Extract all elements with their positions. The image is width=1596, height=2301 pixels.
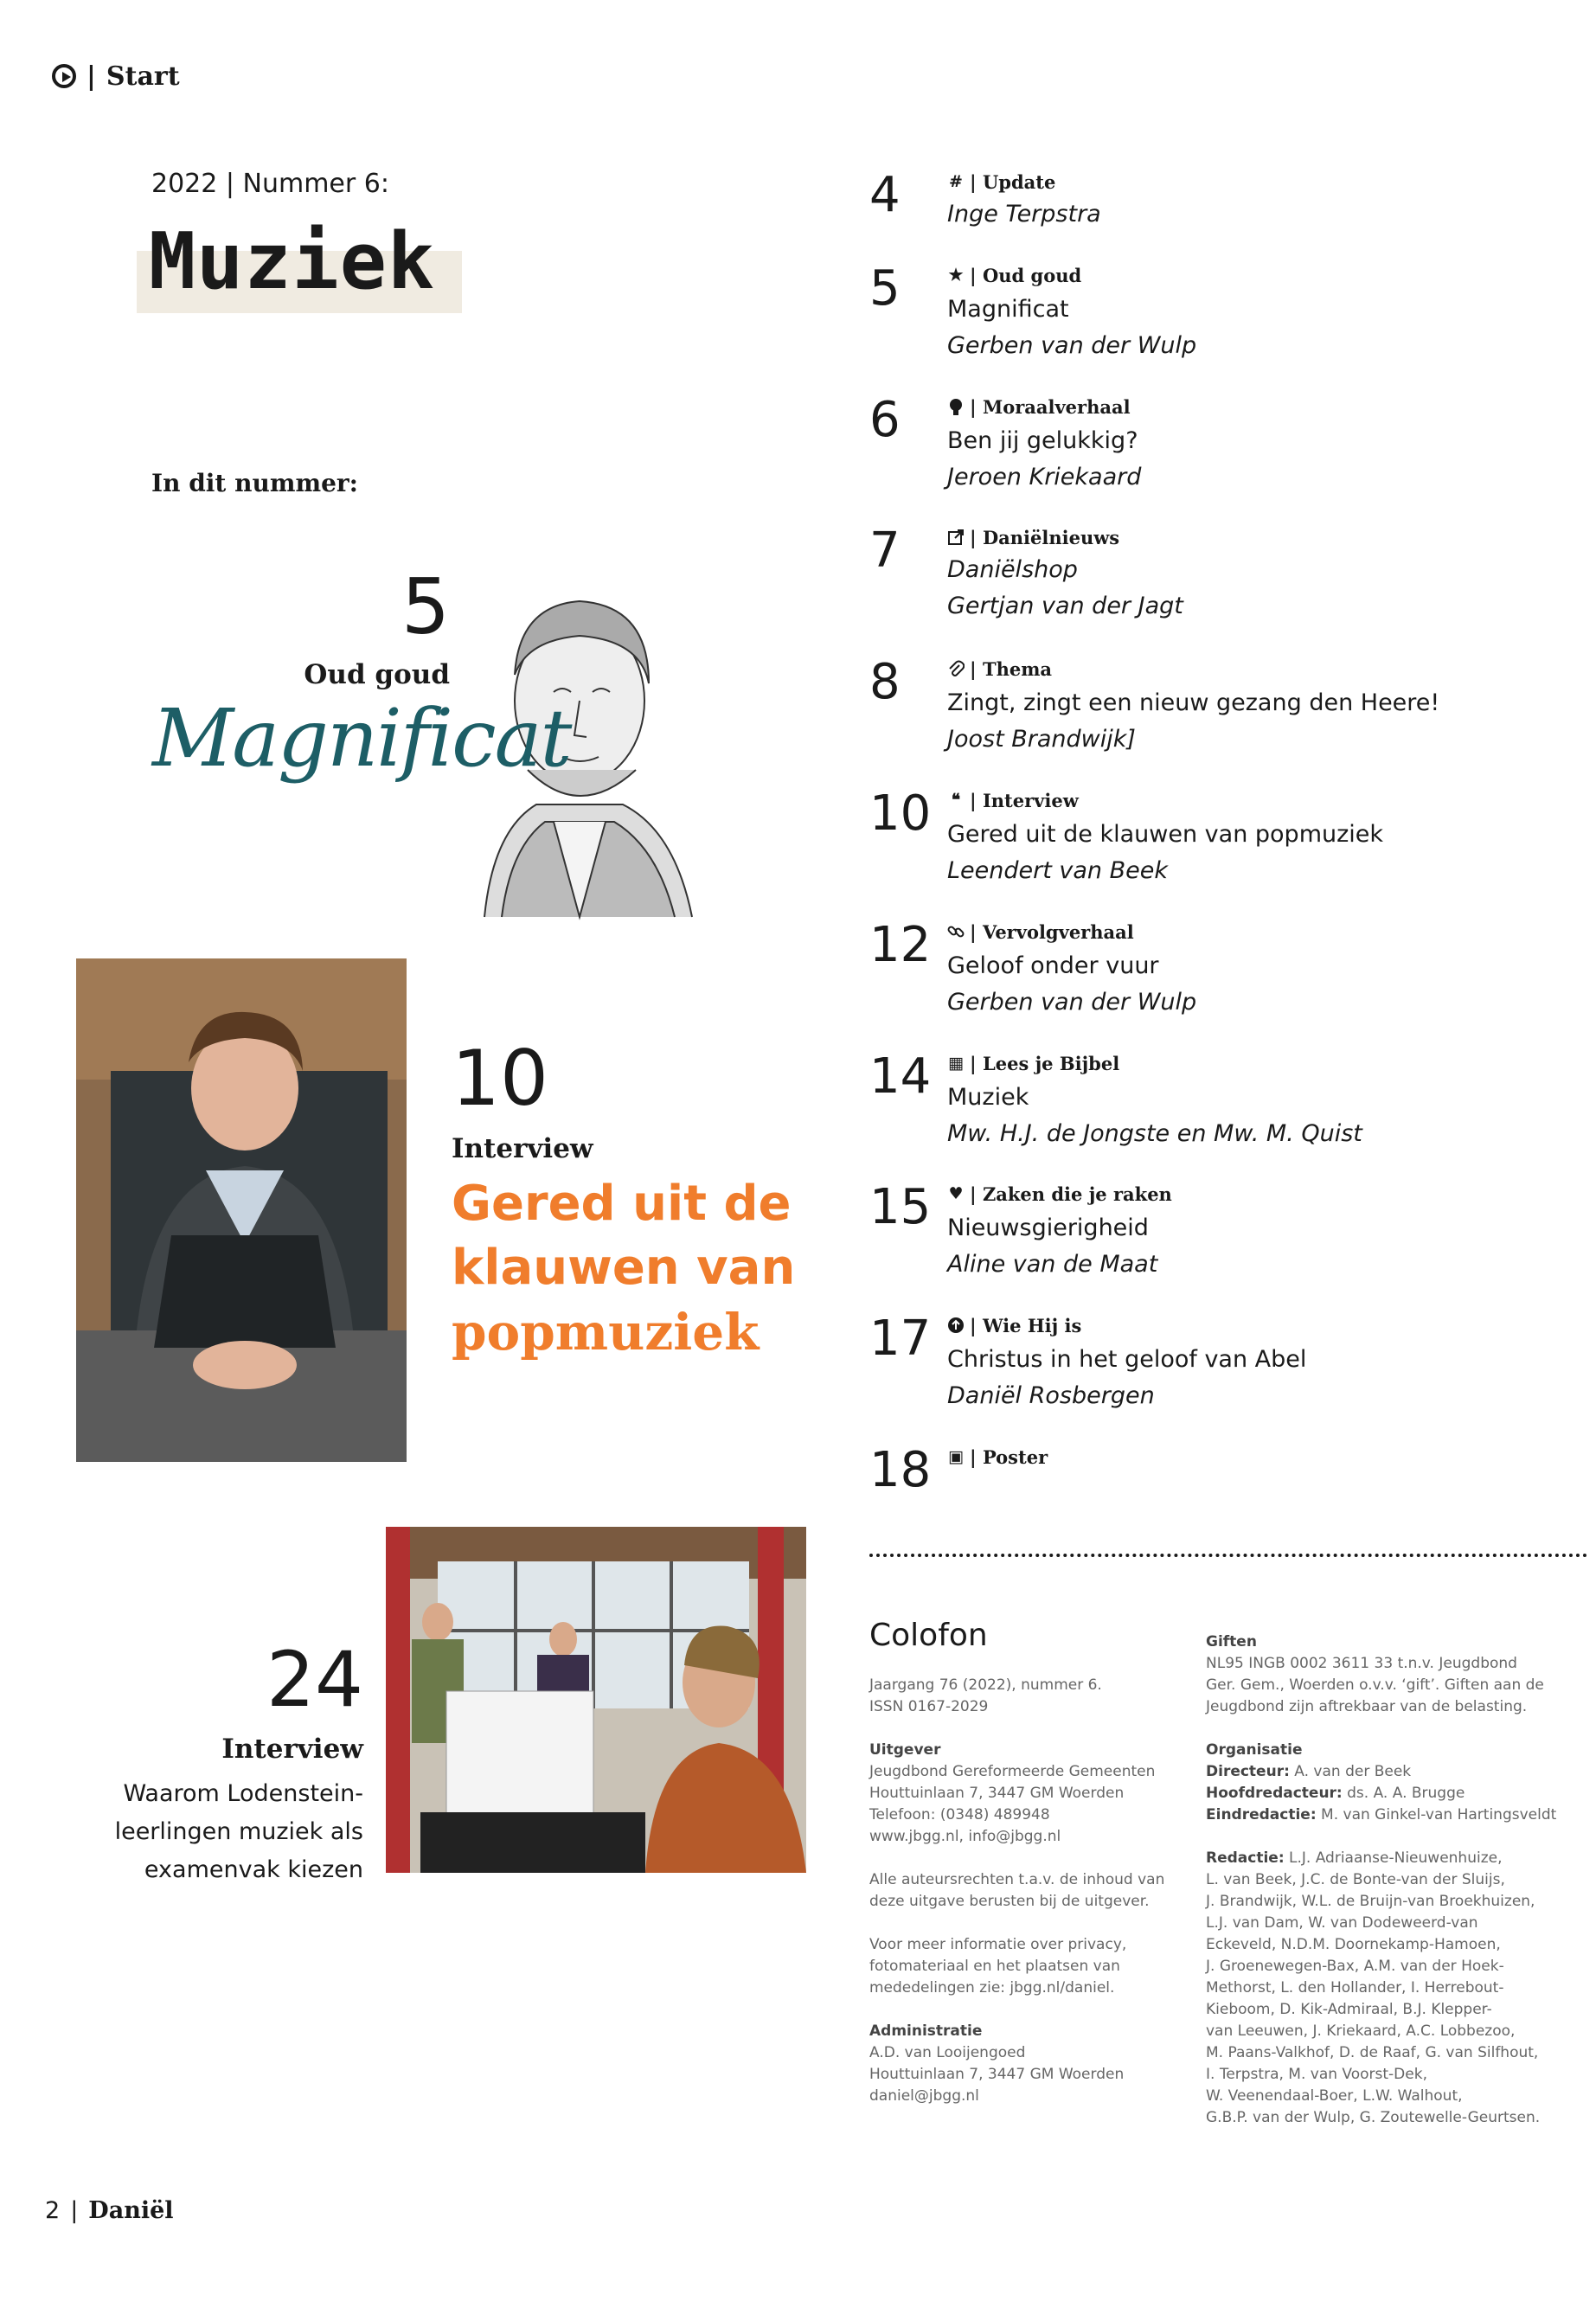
magazine-name: Daniël [88,2197,174,2224]
feature-5-category: Oud goud [304,659,450,690]
colofon-line: Houttuinlaan 7, 3447 GM Woerden [869,1785,1125,1802]
toc-author: Inge Terpstra [947,201,1101,228]
toc-title: Christus in het geloof van Abel [947,1346,1307,1373]
poster-icon: ▣ [948,1447,964,1466]
toc-page-number: 18 [869,1442,932,1498]
toc-author: Daniël Rosbergen [947,1382,1155,1409]
colofon-line: Voor meer informatie over privacy, [869,1936,1127,1953]
colofon-subheading: Giften [1206,1633,1257,1650]
colofon-line: www.jbgg.nl, info@jbgg.nl [869,1828,1061,1845]
feature-24-category: Interview [221,1734,363,1765]
arrow-up-circle-icon [947,1317,965,1334]
toc-page-number: 6 [869,392,901,448]
colofon-value: A. van der Beek [1289,1763,1412,1780]
footer-separator: | [70,2197,79,2224]
colofon-line [1206,1804,1586,1826]
toc-page-number: 15 [869,1179,932,1235]
feature-10-title-line: popmuziek [452,1303,760,1362]
page-footer [45,2197,174,2224]
toc-category: | Vervolgverhaal [970,920,1134,943]
colofon-line: J. Groenewegen-Bax, A.M. van der Hoek- [1206,1958,1504,1975]
quote-icon: ❝ [951,791,961,810]
section-header [52,57,180,95]
lightbulb-icon [947,398,965,415]
colofon-line: NL95 INGB 0002 3611 33 t.n.v. Jeugdbond [1206,1655,1517,1672]
toc-category: | Lees je Bijbel [970,1052,1120,1074]
colofon-line: Telefoon: (0348) 489948 [869,1806,1050,1823]
paperclip-icon [947,660,965,677]
bible-icon: ▦ [948,1054,964,1073]
toc-page-number: 4 [869,167,901,223]
dotted-divider [869,1554,1587,1557]
toc-title: Geloof onder vuur [947,952,1159,979]
colofon-line: fotomateriaal en het plaatsen van [869,1958,1120,1975]
page-number: 2 [45,2197,61,2224]
colofon-line: mededelingen zie: jbgg.nl/daniel. [869,1979,1115,1997]
toc-author: Gertjan van der Jagt [947,593,1183,619]
toc-page-number: 12 [869,917,932,973]
colofon-line: Jeugdbond Gereformeerde Gemeenten [869,1763,1156,1780]
interview-photo-man [76,958,407,1462]
feature-10-title [452,1172,798,1364]
colofon-label: Redactie: [1206,1849,1285,1867]
header-separator: | [87,61,96,92]
feature-10-page-number: 10 [452,1034,548,1123]
toc-author: Gerben van der Wulp [947,332,1197,359]
colofon-line: L.J. van Dam, W. van Dodeweerd-van [1206,1914,1478,1932]
colofon-subheading: Organisatie [1206,1741,1303,1759]
feature-5-page-number: 5 [401,562,450,651]
feature-10-title-line: Gered uit de [452,1176,792,1232]
colofon-line: Eckeveld, N.D.M. Doornekamp-Hamoen, [1206,1936,1501,1953]
colofon-line: deze uitgave berusten bij de uitgever. [869,1893,1150,1910]
star-icon: ★ [948,266,964,285]
colofon-line: Ger. Gem., Woerden o.v.v. ‘gift’. Giften aan de [1206,1676,1544,1694]
toc-page-number: 8 [869,654,901,710]
hash-icon: # [949,172,963,191]
toc-title: Muziek [947,1084,1029,1111]
colofon-line: Alle auteursrechten t.a.v. de inhoud van [869,1871,1165,1888]
section-label: Start [106,61,180,92]
heart-icon: ♥ [948,1184,964,1203]
toc-category: | Thema [970,657,1053,680]
toc-author: Gerben van der Wulp [947,989,1197,1016]
colofon-right-column [1206,1631,1586,2129]
toc-author: Joost Brandwijk] [947,726,1136,753]
colofon-line: Houttuinlaan 7, 3447 GM Woerden [869,2066,1125,2083]
toc-author: Leendert van Beek [947,857,1168,884]
toc-title: Magnificat [947,296,1069,323]
in-dit-nummer-label: In dit nummer: [151,469,358,497]
feature-24-description [104,1775,363,1889]
external-link-icon [947,529,965,546]
toc-page-number: 10 [869,785,932,842]
colofon-line: daniel@jbgg.nl [869,2087,979,2105]
colofon-value: M. van Ginkel-van Hartingsveldt [1316,1806,1557,1823]
colofon-line: van Leeuwen, J. Kriekaard, A.C. Lobbezoo, [1206,2022,1516,2040]
issue-title-block [137,216,462,313]
feature-24-page-number: 24 [266,1635,363,1724]
colofon-line [1206,1783,1586,1804]
issue-line: 2022 | Nummer 6: [151,169,389,199]
colofon-line: L. van Beek, J.C. de Bonte-van der Sluijs, [1206,1871,1505,1888]
toc-category: | Daniëlnieuws [970,526,1120,548]
colofon-line: W. Veenendaal-Boer, L.W. Walhout, [1206,2087,1463,2105]
toc-subtitle: Daniëlshop [947,556,1078,583]
toc-category: | Poster [970,1445,1048,1468]
colofon-line [1206,1761,1586,1783]
toc-category: | Wie Hij is [970,1314,1082,1336]
colofon-line [1206,1848,1586,1869]
toc-title: Zingt, zingt een nieuw gezang den Heere! [947,689,1440,716]
colofon-label: Eindredactie: [1206,1806,1317,1823]
colofon-line: ISSN 0167-2029 [869,1698,989,1715]
colofon-heading: Colofon [869,1618,988,1653]
colofon-left-column [869,1675,1181,2107]
colofon-line: Jeugdbond zijn aftrekbaar van de belasting. [1206,1698,1528,1715]
feature-24-description-line: leerlingen muziek als [114,1818,363,1845]
feature-10-category: Interview [452,1133,593,1164]
toc-page-number: 5 [869,260,901,317]
feature-10-title-line: klauwen van [452,1240,796,1296]
colofon-subheading: Administratie [869,2022,983,2040]
toc-page-number: 17 [869,1311,932,1367]
toc-title: Ben jij gelukkig? [947,427,1138,454]
toc-author: Aline van de Maat [947,1251,1158,1278]
toc-category: | Interview [970,789,1079,811]
colofon-line: Kieboom, D. Kik-Admiraal, B.J. Klepper- [1206,2001,1492,2018]
play-circle-icon [52,64,76,88]
toc-page-number: 7 [869,522,901,579]
feature-5-title: Magnificat [152,692,571,785]
toc-title: Nieuwsgierigheid [947,1215,1149,1241]
feature-24-description-line: examenvak kiezen [144,1856,363,1883]
toc-page-number: 14 [869,1048,932,1105]
toc-category: | Zaken die je raken [970,1183,1172,1205]
colofon-label: Hoofdredacteur: [1206,1785,1343,1802]
colofon-label: Directeur: [1206,1763,1290,1780]
toc-category: | Oud goud [970,264,1082,286]
colofon-line: A.D. van Looijengoed [869,2044,1026,2061]
link-icon [947,923,965,940]
colofon-line: Jaargang 76 (2022), nummer 6. [869,1676,1102,1694]
colofon-subheading: Uitgever [869,1741,941,1759]
toc-category: | Moraalverhaal [970,395,1131,418]
colofon-line: M. Paans-Valkhof, D. de Raaf, G. van Silfhout, [1206,2044,1539,2061]
toc-author: Jeroen Kriekaard [947,464,1142,490]
colofon-value: ds. A. A. Brugge [1342,1785,1465,1802]
toc-title: Gered uit de klauwen van popmuziek [947,821,1384,848]
colofon-line: G.B.P. van der Wulp, G. Zoutewelle-Geurtsen. [1206,2109,1541,2126]
classroom-photo [386,1527,806,1873]
feature-24-description-line: Waarom Lodenstein- [123,1780,363,1807]
colofon-line: Methorst, L. den Hollander, I. Herrebout- [1206,1979,1504,1997]
colofon-line: I. Terpstra, M. van Voorst-Dek, [1206,2066,1427,2083]
colofon-line: J. Brandwijk, W.L. de Bruijn-van Broekhuizen, [1206,1893,1535,1910]
toc-category: | Update [970,170,1056,193]
issue-title: Muziek [149,216,436,307]
colofon-value: L.J. Adriaanse-Nieuwenhuize, [1284,1849,1503,1867]
toc-author: Mw. H.J. de Jongste en Mw. M. Quist [947,1120,1362,1147]
